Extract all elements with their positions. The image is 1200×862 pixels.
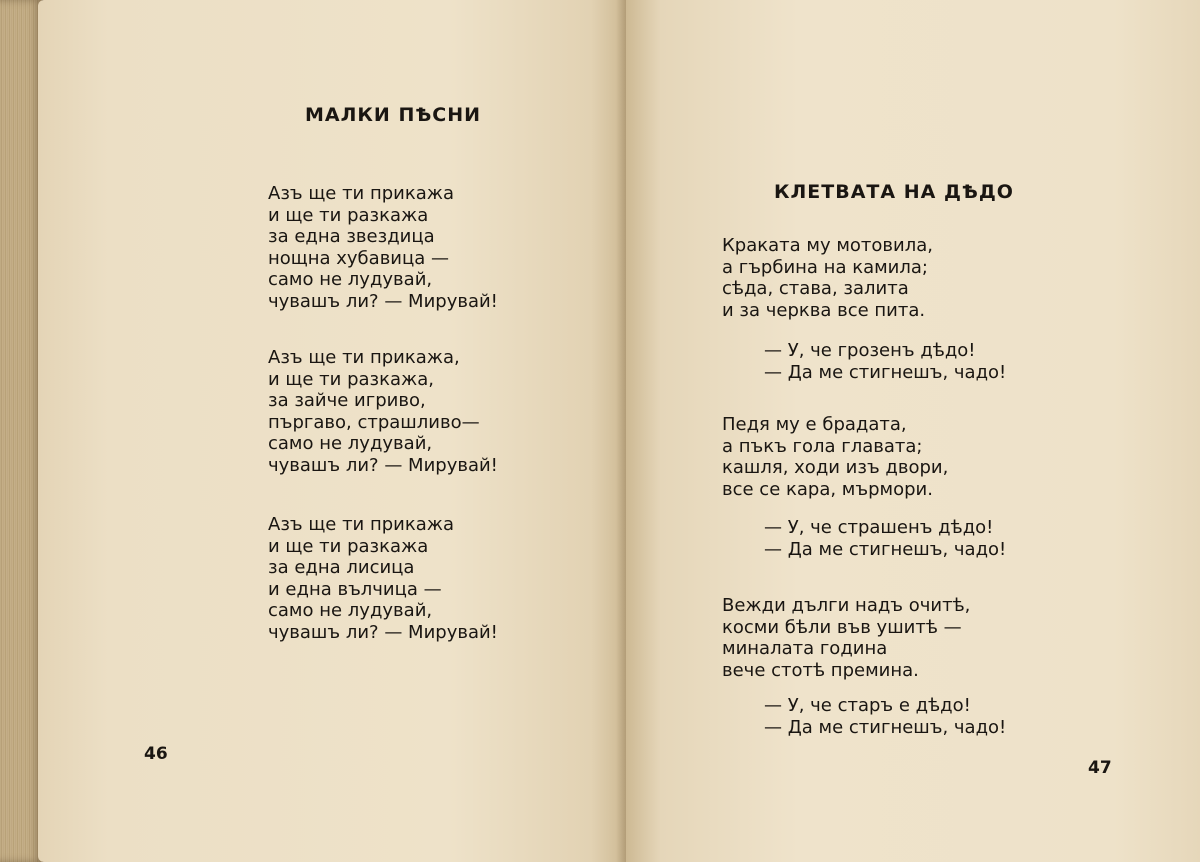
- verse-line: чувашъ ли? — Мирувай!: [268, 290, 498, 312]
- verse-line: за зайче игриво,: [268, 390, 426, 411]
- verse-line: и една вълчица —: [268, 578, 442, 600]
- right-refrain-1: [722, 340, 1006, 383]
- right-stanza-1: [722, 235, 933, 321]
- verse-line: и ще ти разкажа,: [268, 368, 434, 390]
- right-page: [626, 0, 1200, 862]
- verse-line: сѣда, става, залита: [722, 278, 909, 299]
- verse-line: Азъ ще ти прикажа,: [268, 347, 460, 368]
- refrain-line: — Да ме стигнешъ, чадо!: [764, 361, 1007, 383]
- right-stanza-3: [722, 595, 970, 681]
- refrain-line: — У, че грозенъ дѣдо!: [764, 340, 976, 361]
- verse-line: Азъ ще ти прикажа: [268, 183, 455, 204]
- verse-line: а пъкъ гола главата;: [722, 435, 923, 457]
- right-refrain-2: [722, 517, 1006, 560]
- refrain-line: — Да ме стигнешъ, чадо!: [764, 538, 1007, 560]
- verse-line: нощна хубавица —: [268, 247, 450, 269]
- left-stanza-2: [268, 347, 498, 476]
- verse-line: само не лудувай,: [268, 269, 433, 290]
- verse-line: вече стотѣ премина.: [722, 659, 919, 681]
- right-refrain-3: [722, 695, 1006, 738]
- refrain-line: — Да ме стигнешъ, чадо!: [764, 716, 1007, 738]
- right-page-title: КЛЕТВАТА НА ДѢДО: [774, 181, 1014, 203]
- verse-line: и за черква все пита.: [722, 299, 926, 321]
- verse-line: и ще ти разкажа: [268, 535, 429, 557]
- refrain-line: — У, че старъ е дѣдо!: [764, 695, 971, 716]
- verse-line: за една лисица: [268, 557, 415, 578]
- left-page: [38, 0, 626, 862]
- verse-line: Педя му е брадата,: [722, 414, 907, 435]
- left-page-number: 46: [144, 744, 168, 764]
- verse-line: и ще ти разкажа: [268, 204, 429, 226]
- verse-line: кашля, ходи изъ двори,: [722, 457, 949, 478]
- verse-line: все се кара, мърмори.: [722, 478, 933, 500]
- verse-line: а гърбина на камила;: [722, 256, 928, 278]
- verse-line: чувашъ ли? — Мирувай!: [268, 454, 498, 476]
- verse-line: пъргаво, страшливо—: [268, 411, 480, 433]
- verse-line: само не лудувай,: [268, 433, 433, 454]
- verse-line: за една звездица: [268, 226, 435, 247]
- verse-line: Вежди дълги надъ очитѣ,: [722, 595, 971, 616]
- left-stanza-1: [268, 183, 498, 312]
- right-stanza-2: [722, 414, 948, 500]
- verse-line: Краката му мотовила,: [722, 235, 933, 256]
- verse-line: само не лудувай,: [268, 600, 433, 621]
- verse-line: косми бѣли във ушитѣ —: [722, 616, 962, 638]
- page-edges: [0, 0, 42, 862]
- verse-line: чувашъ ли? — Мирувай!: [268, 621, 498, 643]
- verse-line: миналата година: [722, 638, 888, 659]
- left-stanza-3: [268, 514, 498, 643]
- refrain-line: — У, че страшенъ дѣдо!: [764, 517, 994, 538]
- verse-line: Азъ ще ти прикажа: [268, 514, 455, 535]
- right-page-number: 47: [1088, 758, 1112, 778]
- left-page-title: МАЛКИ ПѢСНИ: [305, 104, 482, 126]
